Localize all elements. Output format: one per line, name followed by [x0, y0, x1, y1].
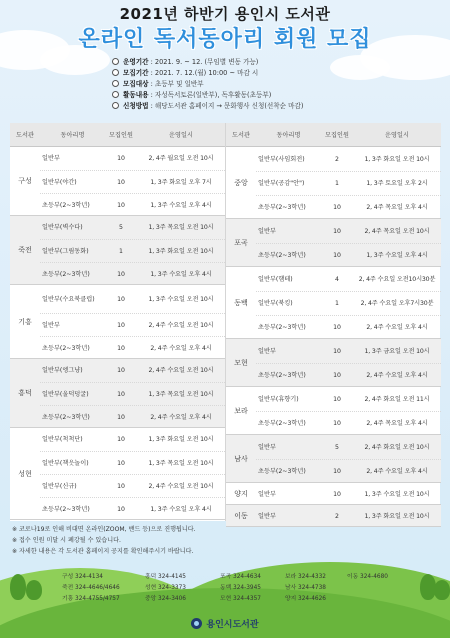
schedule: 2, 4주 월요일 오전 10시 [148, 155, 214, 162]
schedule: 2, 4주 수요일 오후 4시 [366, 324, 428, 331]
club-name: 일반부 [258, 227, 276, 235]
library-name: 포곡 [234, 238, 248, 247]
header-capacity: 모집인원 [325, 132, 349, 139]
club-name: 초등부(2~3학년) [42, 344, 90, 352]
table-header [10, 123, 225, 147]
club-name: 일반부(야간) [42, 178, 77, 186]
capacity: 1 [335, 180, 339, 187]
footer [0, 617, 450, 630]
library-group [226, 267, 441, 339]
club-name: 초등부(2~3학년) [42, 505, 90, 513]
table-row [256, 267, 441, 291]
table-row [256, 363, 441, 387]
yongin-library-logo-icon [191, 618, 202, 629]
capacity: 10 [117, 482, 125, 490]
page-subtitle: 온라인 독서동아리 회원 모집 [78, 27, 372, 52]
schedule: 1, 3주 토요일 오후 2시 [366, 180, 428, 187]
club-name: 초등부(2~3학년) [258, 420, 306, 427]
library-group [226, 219, 441, 267]
club-name: 초등부(2~3학년) [258, 468, 306, 475]
club-name: 일반부(수요북클럽) [42, 295, 95, 303]
table-row [256, 195, 441, 219]
club-name: 일반부(신규) [42, 482, 77, 490]
table-row [40, 170, 225, 193]
table-row [256, 483, 441, 505]
library-name: 양지 [234, 489, 248, 498]
club-name: 일반부(사임회전) [258, 155, 305, 163]
header-capacity: 모집인원 [109, 132, 133, 139]
schedule: 2, 4주 화요일 오전 11시 [364, 395, 430, 403]
library-group [10, 285, 225, 359]
library-name: 죽전 [18, 246, 32, 254]
schedule: 1, 3주 화요일 오전 10시 [148, 436, 214, 443]
table-row [40, 147, 225, 170]
info-period: 운영기간 : 2021. 9. ~ 12. (무임별 변동 가능) [112, 57, 442, 68]
capacity: 1 [119, 247, 123, 255]
footer-label: 용인시도서관 [206, 620, 259, 630]
info-activity: 활동내용 : 자성독서토론(일반부), 독후활동(초등부) [112, 90, 442, 101]
library-name: 중앙 [234, 178, 248, 187]
table-row [40, 428, 225, 451]
table-row [40, 451, 225, 474]
capacity: 10 [333, 372, 341, 379]
library-group [10, 216, 225, 285]
club-name: 초등부(2~3학년) [42, 413, 90, 421]
club-name: 일반부(휴향기) [258, 395, 299, 403]
table-row [40, 405, 225, 428]
library-group [10, 428, 225, 520]
library-group [226, 435, 441, 483]
schedule: 1, 3주 목요일 오전 10시 [148, 224, 214, 231]
table-row [256, 435, 441, 459]
schedule: 2, 4주 수요일 오후 4시 [150, 413, 212, 421]
capacity: 1 [335, 300, 339, 307]
schedule: 1, 3주 수요일 오후 4시 [366, 252, 428, 259]
header-schedule: 운영일시 [169, 132, 193, 139]
library-group [226, 147, 441, 219]
table-row [40, 193, 225, 216]
table-row [40, 239, 225, 262]
capacity: 5 [119, 224, 123, 231]
table-row [256, 505, 441, 527]
club-name: 일반부(엥그냥) [42, 367, 83, 374]
note-line: ※ 코로나19로 인해 비대면 온라인(ZOOM, 밴드 등)으로 진행됩니다. [12, 526, 196, 533]
club-table [10, 123, 440, 521]
library-name: 기흥 [18, 317, 32, 326]
note-line: ※ 자세한 내용은 각 도서관 홈페이지 공지를 확인해주시기 바랍니다. [12, 547, 194, 555]
schedule: 2, 4주 수요일 오후7시30분 [360, 300, 434, 307]
capacity: 10 [117, 459, 125, 467]
club-name: 초등부(2~3학년) [258, 324, 306, 331]
capacity: 10 [333, 204, 341, 211]
header-library: 도서관 [232, 132, 250, 139]
table-row [40, 262, 225, 285]
table-row [40, 474, 225, 497]
club-name: 일반부(북킹) [258, 300, 293, 307]
contact-row: 기흥 324-4755/4757 중앙 324-3406 모현 324-4357 양지 324-4626 [62, 596, 326, 602]
capacity: 2 [335, 512, 339, 520]
library-name: 성현 [18, 469, 32, 478]
note-line: ※ 접수 인원 미달 시 폐강될 수 있습니다. [12, 536, 121, 544]
schedule: 2, 4주 수요일 오전10시30분 [358, 275, 436, 283]
table-row [256, 459, 441, 483]
info-apply-method: 신청방법 : 해당도서관 홈페이지 → 문화행사 신청(선착순 마감) [112, 101, 442, 112]
schedule: 1, 3주 목요일 오전 10시 [148, 390, 214, 398]
table-row [256, 291, 441, 315]
club-name: 초등부(2~3학년) [258, 252, 306, 259]
table-row [40, 359, 225, 382]
schedule: 2, 4주 수요일 오후 4시 [366, 468, 428, 475]
schedule: 2, 4주 수요일 오전 10시 [148, 321, 214, 329]
table-row [256, 387, 441, 411]
info-recruit-period: 모집기간 : 2021. 7. 12.(월) 10:00 ~ 마감 시 [112, 68, 442, 79]
club-name: 초등부(2~3학년) [258, 372, 306, 379]
club-name: 일반부(햄테) [258, 275, 293, 283]
library-group [226, 505, 441, 527]
schedule: 2, 4주 목요일 오후 4시 [366, 420, 428, 427]
library-name: 구성 [18, 177, 32, 185]
capacity: 10 [117, 413, 125, 421]
table-row [40, 336, 225, 359]
capacity: 10 [333, 468, 341, 475]
notes [12, 525, 442, 557]
header-club-name: 동아리명 [60, 132, 85, 139]
capacity: 10 [117, 155, 125, 162]
schedule: 1, 3주 수요일 오후 4시 [150, 505, 212, 513]
capacity: 4 [335, 275, 339, 283]
club-name: 일반부 [42, 321, 60, 329]
circle-bullet-icon [112, 102, 119, 109]
table-row [40, 313, 225, 336]
library-name: 모현 [234, 358, 248, 367]
schedule: 2, 4주 수요일 오전 10시 [148, 482, 214, 490]
club-name: 일반부(울덕덩굴) [42, 390, 89, 398]
table-row [256, 315, 441, 339]
club-name: 일반부(책읏놀이) [42, 459, 89, 467]
capacity: 10 [117, 390, 125, 398]
schedule: 1, 3주 수요일 오전 10시 [364, 490, 430, 498]
capacity: 10 [117, 436, 125, 443]
schedule: 2, 4주 수요일 오후 4시 [366, 372, 428, 379]
library-group [226, 339, 441, 387]
circle-bullet-icon [112, 91, 119, 98]
capacity: 2 [335, 155, 339, 163]
contact-row: 구성 324-4134 흥덕 324-4145 포곡 324-4634 보라 324-4332 이동 324-4680 [62, 574, 388, 580]
table-row [256, 339, 441, 363]
capacity: 10 [333, 490, 341, 498]
schedule: 1, 3주 목요일 오전 10시 [148, 459, 214, 467]
schedule: 2, 4주 수요일 오전 10시 [148, 367, 214, 374]
capacity: 10 [333, 227, 341, 235]
circle-bullet-icon [112, 80, 119, 87]
schedule: 1, 3주 화요일 오전 10시 [364, 512, 430, 520]
capacity: 10 [333, 420, 341, 427]
header-library: 도서관 [16, 132, 34, 139]
club-name: 초등부(2~3학년) [42, 270, 90, 278]
capacity: 10 [117, 321, 125, 329]
table-row [256, 147, 441, 171]
circle-bullet-icon [112, 58, 119, 65]
table-right-column [225, 123, 440, 521]
info-list [112, 57, 442, 112]
club-name: 일반부(척척단) [42, 436, 83, 443]
capacity: 10 [117, 295, 125, 303]
club-name: 일반부(벽수다) [42, 224, 83, 231]
capacity: 10 [117, 367, 125, 374]
schedule: 2, 4주 화요일 오전 10시 [364, 443, 430, 451]
library-name: 이동 [234, 511, 248, 520]
table-row [256, 243, 441, 267]
schedule: 1, 3주 금요일 오전 10시 [364, 347, 430, 355]
page-title: 2021년 하반기 용인시 도서관 [119, 5, 331, 23]
schedule: 1, 3주 화요일 오전 10시 [364, 155, 430, 163]
contact-row: 죽전 324-4646/4646 성현 324-3373 동백 324-3945 남사 324-4738 [62, 585, 326, 591]
library-name: 동백 [234, 298, 248, 307]
library-name: 남사 [234, 454, 248, 463]
table-row [40, 497, 225, 520]
capacity: 10 [333, 395, 341, 403]
capacity: 10 [117, 270, 125, 278]
table-header [226, 123, 441, 147]
capacity: 10 [117, 178, 125, 186]
library-group [10, 359, 225, 428]
header-schedule: 운영일시 [385, 132, 409, 139]
club-name: 일반부 [258, 347, 276, 355]
library-group [226, 387, 441, 435]
library-name: 보라 [234, 406, 248, 415]
schedule: 1, 3주 수요일 오후 4시 [150, 201, 212, 209]
capacity: 5 [335, 443, 339, 451]
club-name: 일반부(그림동화) [42, 247, 89, 255]
circle-bullet-icon [112, 69, 119, 76]
capacity: 10 [333, 324, 341, 331]
club-name: 일반부 [258, 512, 276, 520]
schedule: 1, 3주 수요일 오후 4시 [150, 270, 212, 278]
schedule: 2, 4주 목요일 오후 4시 [366, 204, 428, 211]
club-name: 일반부 [258, 443, 276, 451]
capacity: 10 [333, 252, 341, 259]
library-name: 흥덕 [18, 389, 32, 397]
schedule: 2, 4주 수요일 오후 4시 [150, 344, 212, 352]
table-row [256, 411, 441, 435]
library-group [10, 147, 225, 216]
club-name: 일반부 [258, 490, 276, 498]
club-name: 일반부(공감"안") [258, 180, 305, 187]
table-row [256, 219, 441, 243]
capacity: 10 [117, 344, 125, 352]
table-row [40, 285, 225, 313]
table-row [40, 382, 225, 405]
capacity: 10 [117, 201, 125, 209]
club-name: 초등부(2~3학년) [258, 204, 306, 211]
capacity: 10 [117, 505, 125, 513]
club-name: 초등부(2~3학년) [42, 201, 90, 209]
schedule: 1, 3주 화요일 오후 7시 [150, 178, 212, 186]
schedule: 1, 3주 수요일 오전 10시 [148, 295, 214, 303]
table-row [256, 171, 441, 195]
club-name: 일반부 [42, 155, 60, 162]
capacity: 10 [333, 347, 341, 355]
schedule: 1, 3주 화요일 오전 10시 [148, 247, 214, 255]
library-group [226, 483, 441, 505]
info-target: 모집대상 : 초등부 및 일반부 [112, 79, 442, 90]
table-row [40, 216, 225, 239]
table-left-column [10, 123, 225, 521]
schedule: 2, 4주 목요일 오전 10시 [364, 227, 430, 235]
header-club-name: 동아리명 [276, 132, 301, 139]
